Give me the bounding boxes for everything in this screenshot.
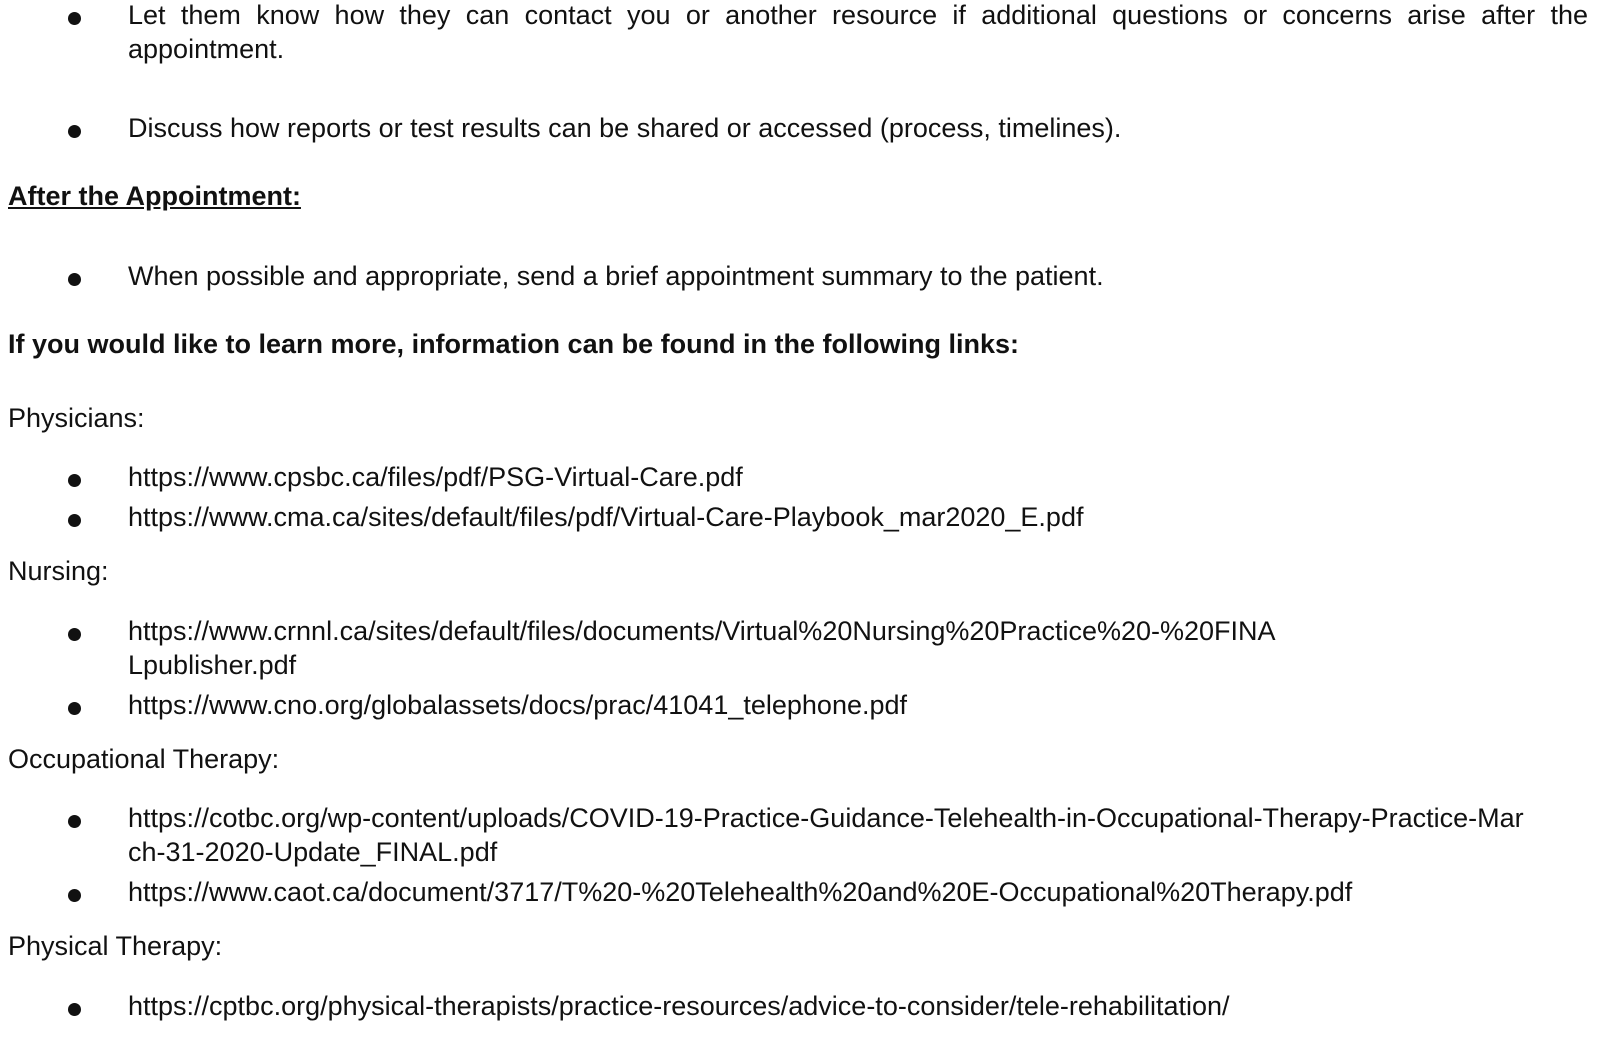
section-label-physical-therapy: Physical Therapy: <box>8 931 223 961</box>
link[interactable]: https://cptbc.org/physical-therapists/practice-resources/advice-to-consider/tele-rehabilitation/ <box>128 991 1230 1021</box>
bullet-icon <box>68 273 81 286</box>
link[interactable]: https://www.crnnl.ca/sites/default/files/documents/Virtual%20Nursing%20Practice%20-%20FINALpublisher.pdf <box>128 616 1276 680</box>
section-label-nursing: Nursing: <box>8 556 109 586</box>
links-heading: If you would like to learn more, information can be found in the following links: <box>8 329 1020 359</box>
link[interactable]: https://www.caot.ca/document/3717/T%20-%20Telehealth%20and%20E-Occupational%20Therapy.pdf <box>128 877 1353 907</box>
list-item-text: Let them know how they can contact you or another resource if additional questions or concerns arise after the appointment. <box>128 0 1588 64</box>
bullet-icon <box>68 125 81 138</box>
bullet-icon <box>68 474 81 487</box>
section-label-physicians: Physicians: <box>8 403 145 433</box>
link[interactable]: https://www.cno.org/globalassets/docs/prac/41041_telephone.pdf <box>128 690 908 720</box>
section-label-occupational-therapy: Occupational Therapy: <box>8 744 280 774</box>
bullet-icon <box>68 628 81 641</box>
bullet-icon <box>68 702 81 715</box>
link[interactable]: https://www.cma.ca/sites/default/files/pdf/Virtual-Care-Playbook_mar2020_E.pdf <box>128 502 1084 532</box>
list-item-text: Discuss how reports or test results can be shared or accessed (process, timelines). <box>128 113 1122 143</box>
list-item-text: When possible and appropriate, send a brief appointment summary to the patient. <box>128 261 1104 291</box>
bullet-icon <box>68 1003 81 1016</box>
bullet-icon <box>68 12 81 25</box>
section-heading-after-appointment: After the Appointment: <box>8 181 301 211</box>
link[interactable]: https://www.cpsbc.ca/files/pdf/PSG-Virtual-Care.pdf <box>128 462 743 492</box>
bullet-icon <box>68 514 81 527</box>
link[interactable]: https://cotbc.org/wp-content/uploads/COVID-19-Practice-Guidance-Telehealth-in-Occupational-Therapy-Practice-March-31-2020-Update_FINAL.pdf <box>128 803 1524 867</box>
bullet-icon <box>68 889 81 902</box>
bullet-icon <box>68 815 81 828</box>
